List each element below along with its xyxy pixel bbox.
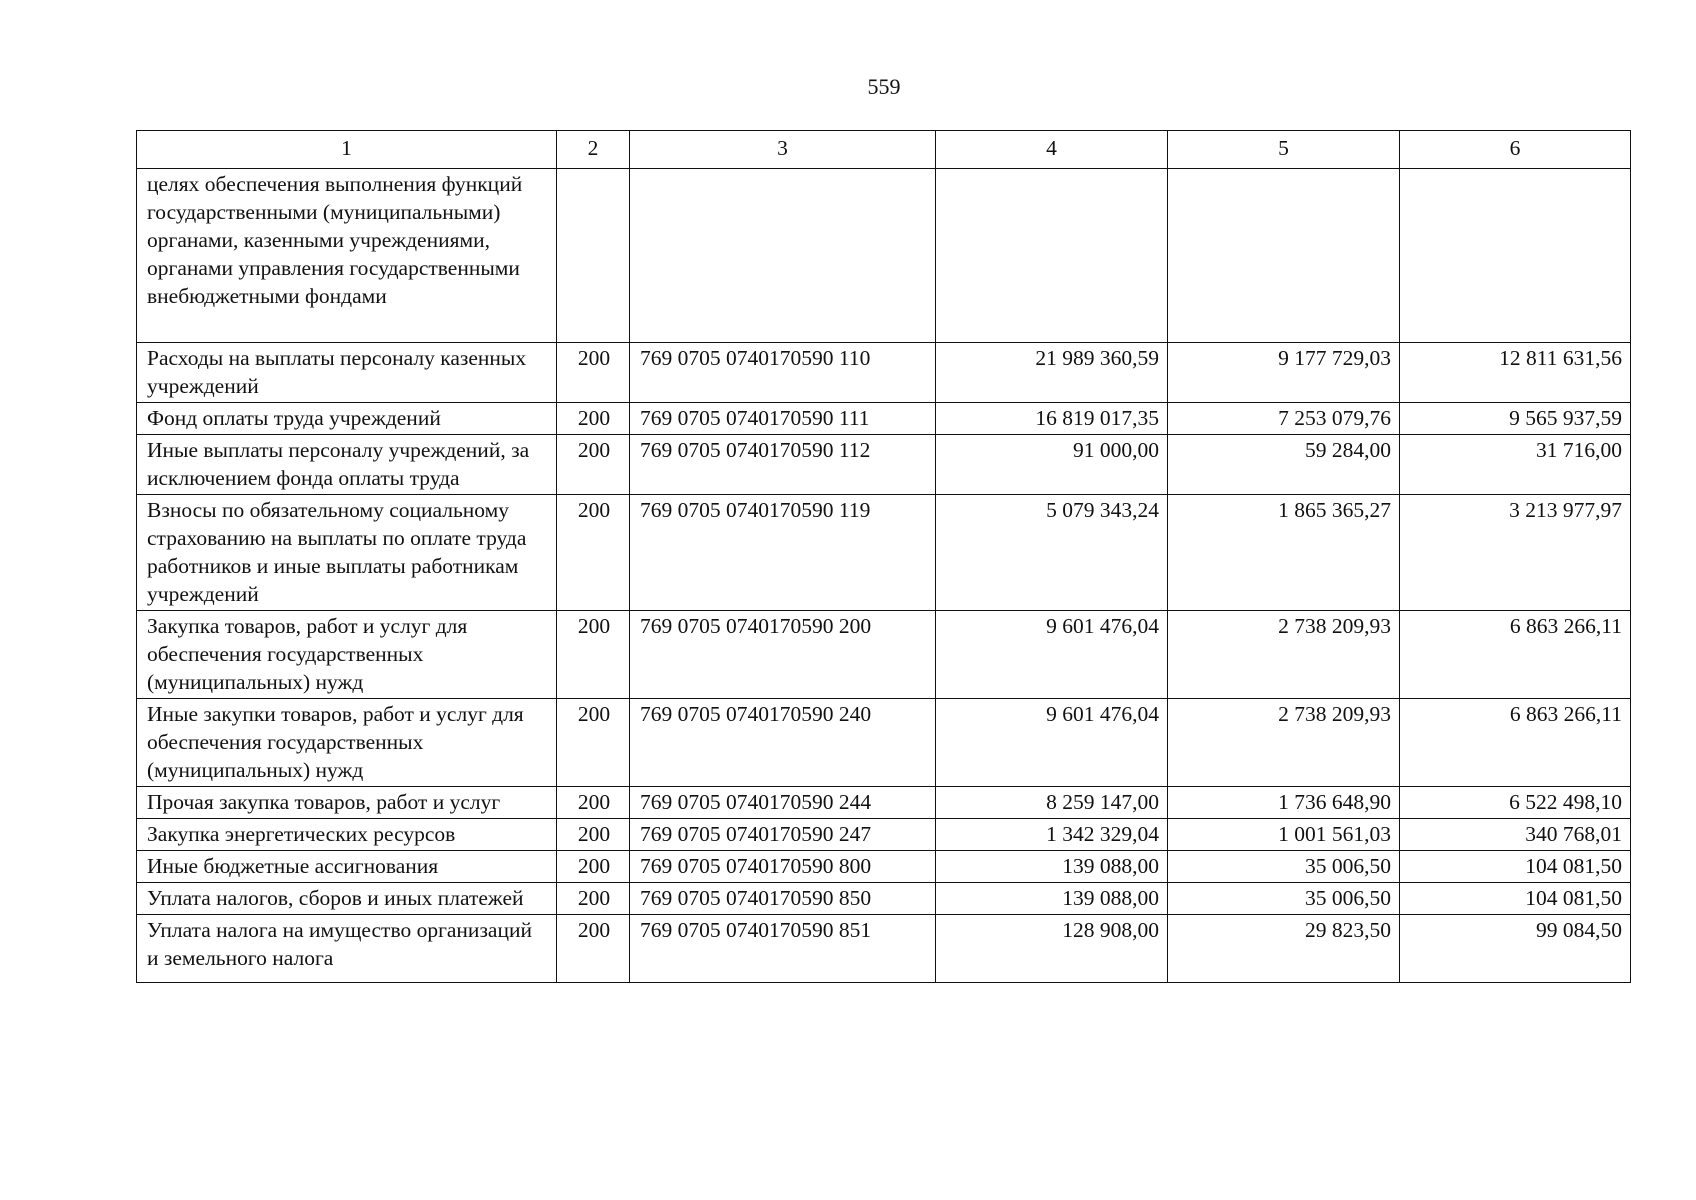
row-value-4: 9 601 476,04 <box>936 699 1168 787</box>
row-name: Уплата налогов, сборов и иных платежей <box>137 883 557 915</box>
row-name: Взносы по обязательному социальному страхованию на выплаты по оплате труда работников и иные выплаты работникам учреждений <box>137 495 557 611</box>
row-code: 769 0705 0740170590 112 <box>630 435 936 495</box>
row-value-5: 29 823,50 <box>1168 915 1400 983</box>
row-value-6: 31 716,00 <box>1400 435 1631 495</box>
row-value-4: 128 908,00 <box>936 915 1168 983</box>
row-name: Иные бюджетные ассигнования <box>137 851 557 883</box>
table-row <box>137 343 1631 403</box>
page-number: 559 <box>867 74 901 99</box>
row-value-6: 3 213 977,97 <box>1400 495 1631 611</box>
row-code: 769 0705 0740170590 850 <box>630 883 936 915</box>
row-value-5: 35 006,50 <box>1168 883 1400 915</box>
row-value-5: 2 738 209,93 <box>1168 699 1400 787</box>
row-value-5: 9 177 729,03 <box>1168 343 1400 403</box>
row-value-6: 99 084,50 <box>1400 915 1631 983</box>
row-value-6: 9 565 937,59 <box>1400 403 1631 435</box>
row-code: 769 0705 0740170590 851 <box>630 915 936 983</box>
budget-table <box>136 130 1631 983</box>
table-row <box>137 787 1631 819</box>
row-name: Фонд оплаты труда учреждений <box>137 403 557 435</box>
row-value-5: 7 253 079,76 <box>1168 403 1400 435</box>
row-col2 <box>557 169 630 343</box>
row-value-4: 91 000,00 <box>936 435 1168 495</box>
row-value-5: 1 001 561,03 <box>1168 819 1400 851</box>
row-value-6: 6 863 266,11 <box>1400 699 1631 787</box>
row-col2: 200 <box>557 435 630 495</box>
row-name: Закупка энергетических ресурсов <box>137 819 557 851</box>
row-col2: 200 <box>557 787 630 819</box>
row-value-4: 21 989 360,59 <box>936 343 1168 403</box>
row-col2: 200 <box>557 403 630 435</box>
row-value-4: 5 079 343,24 <box>936 495 1168 611</box>
row-col2: 200 <box>557 883 630 915</box>
row-value-4: 139 088,00 <box>936 851 1168 883</box>
row-value-5: 2 738 209,93 <box>1168 611 1400 699</box>
table-row <box>137 883 1631 915</box>
row-col2: 200 <box>557 915 630 983</box>
row-value-5: 35 006,50 <box>1168 851 1400 883</box>
row-value-4: 139 088,00 <box>936 883 1168 915</box>
row-value-6: 104 081,50 <box>1400 851 1631 883</box>
row-code: 769 0705 0740170590 800 <box>630 851 936 883</box>
row-code: 769 0705 0740170590 119 <box>630 495 936 611</box>
table-row <box>137 699 1631 787</box>
table-row <box>137 915 1631 983</box>
row-value-6: 12 811 631,56 <box>1400 343 1631 403</box>
row-name: Иные закупки товаров, работ и услуг для обеспечения государственных (муниципальных) нужд <box>137 699 557 787</box>
table-row <box>137 611 1631 699</box>
row-code: 769 0705 0740170590 111 <box>630 403 936 435</box>
row-code: 769 0705 0740170590 244 <box>630 787 936 819</box>
row-code: 769 0705 0740170590 240 <box>630 699 936 787</box>
row-value-5: 1 865 365,27 <box>1168 495 1400 611</box>
table-row <box>137 495 1631 611</box>
header-row <box>137 131 1631 169</box>
row-code <box>630 169 936 343</box>
table-row <box>137 851 1631 883</box>
row-name: Прочая закупка товаров, работ и услуг <box>137 787 557 819</box>
table-row <box>137 169 1631 343</box>
row-value-5 <box>1168 169 1400 343</box>
row-value-4: 1 342 329,04 <box>936 819 1168 851</box>
row-col2: 200 <box>557 343 630 403</box>
row-code: 769 0705 0740170590 110 <box>630 343 936 403</box>
row-value-6: 104 081,50 <box>1400 883 1631 915</box>
row-code: 769 0705 0740170590 200 <box>630 611 936 699</box>
row-col2: 200 <box>557 851 630 883</box>
row-col2: 200 <box>557 495 630 611</box>
header-col-5: 5 <box>1168 131 1400 169</box>
row-value-5: 59 284,00 <box>1168 435 1400 495</box>
table-row <box>137 403 1631 435</box>
header-col-3: 3 <box>630 131 936 169</box>
row-value-6: 6 522 498,10 <box>1400 787 1631 819</box>
header-col-2: 2 <box>557 131 630 169</box>
row-value-4: 8 259 147,00 <box>936 787 1168 819</box>
row-name: Закупка товаров, работ и услуг для обеспечения государственных (муниципальных) нужд <box>137 611 557 699</box>
header-col-4: 4 <box>936 131 1168 169</box>
row-name: целях обеспечения выполнения функций государственными (муниципальными) органами, казенными учреждениями, органами управления государственными внебюджетными фондами <box>137 169 557 343</box>
row-value-4: 9 601 476,04 <box>936 611 1168 699</box>
row-col2: 200 <box>557 699 630 787</box>
header-col-1: 1 <box>137 131 557 169</box>
table-row <box>137 819 1631 851</box>
header-col-6: 6 <box>1400 131 1631 169</box>
row-col2: 200 <box>557 819 630 851</box>
row-name: Уплата налога на имущество организаций и земельного налога <box>137 915 557 983</box>
table-row <box>137 435 1631 495</box>
row-value-4: 16 819 017,35 <box>936 403 1168 435</box>
row-code: 769 0705 0740170590 247 <box>630 819 936 851</box>
row-name: Расходы на выплаты персоналу казенных учреждений <box>137 343 557 403</box>
row-name: Иные выплаты персоналу учреждений, за исключением фонда оплаты труда <box>137 435 557 495</box>
row-value-6 <box>1400 169 1631 343</box>
row-value-6: 340 768,01 <box>1400 819 1631 851</box>
row-value-6: 6 863 266,11 <box>1400 611 1631 699</box>
row-col2: 200 <box>557 611 630 699</box>
row-value-4 <box>936 169 1168 343</box>
row-value-5: 1 736 648,90 <box>1168 787 1400 819</box>
